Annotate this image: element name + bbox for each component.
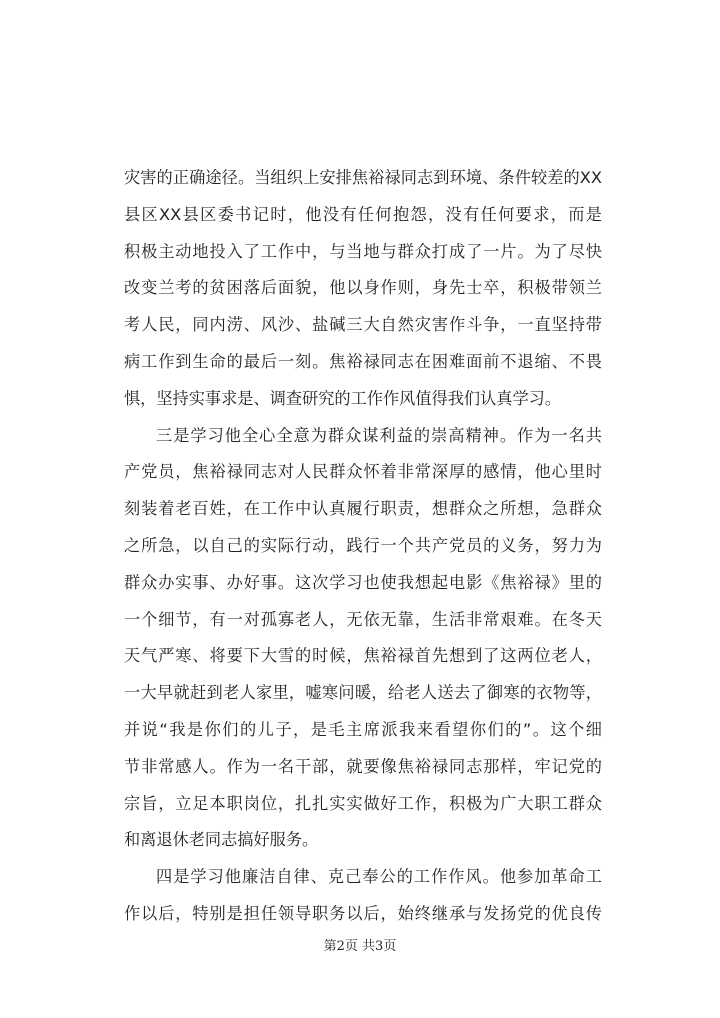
text-line: 并说“我是你们的儿子，是毛主席派我来看望你们的”。这个细 [124, 719, 602, 739]
text-line: 灾害的正确途径。当组织上安排焦裕禄同志到环境、条件较差的XX [124, 168, 602, 187]
text-line: 作以后，特别是担任领导职务以后，始终继承与发扬党的优良传 [124, 903, 602, 923]
text-line: 一大早就赶到老人家里，嘘寒问暖，给老人送去了御寒的衣物等， [124, 683, 602, 703]
text-line: 刻装着老百姓，在工作中认真履行职责，想群众之所想，急群众 [124, 499, 602, 519]
text-line: 县区XX县区委书记时，他没有任何抱怨，没有任何要求，而是 [124, 204, 602, 224]
text-line: 四是学习他廉洁自律、克己奉公的工作作风。他参加革命工 [156, 867, 602, 887]
text-line: 一个细节，有一对孤寡老人，无依无靠，生活非常艰难。在冬天 [124, 609, 602, 629]
text-line: 群众办实事、办好事。这次学习也使我想起电影《焦裕禄》里的 [124, 572, 602, 592]
text-line: 积极主动地投入了工作中，与当地与群众打成了一片。为了尽快 [124, 241, 602, 261]
document-body [124, 160, 602, 933]
text-line: 节非常感人。作为一名干部，就要像焦裕禄同志那样，牢记党的 [124, 756, 602, 776]
text-line: 改变兰考的贫困落后面貌，他以身作则，身先士卒，积极带领兰 [124, 278, 602, 298]
text-line: 和离退休老同志搞好服务。 [124, 830, 319, 850]
text-line: 之所急，以自己的实际行动，践行一个共产党员的义务，努力为 [124, 535, 602, 555]
text-line: 天气严寒、将要下大雪的时候，焦裕禄首先想到了这两位老人， [124, 646, 602, 666]
text-line: 考人民，同内涝、风沙、盐碱三大自然灾害作斗争，一直坚持带 [124, 315, 602, 335]
text-line: 三是学习他全心全意为群众谋利益的崇高精神。作为一名共 [156, 425, 602, 445]
text-line: 宗旨，立足本职岗位，扎扎实实做好工作，积极为广大职工群众 [124, 793, 602, 813]
text-line: 惧，坚持实事求是、调查研究的工作作风值得我们认真学习。 [124, 388, 562, 408]
text-line: 产党员，焦裕禄同志对人民群众怀着非常深厚的感情，他心里时 [124, 462, 602, 482]
page-footer: 第2页 共3页 [323, 939, 397, 954]
text-line: 病工作到生命的最后一刻。焦裕禄同志在困难面前不退缩、不畏 [124, 351, 602, 371]
